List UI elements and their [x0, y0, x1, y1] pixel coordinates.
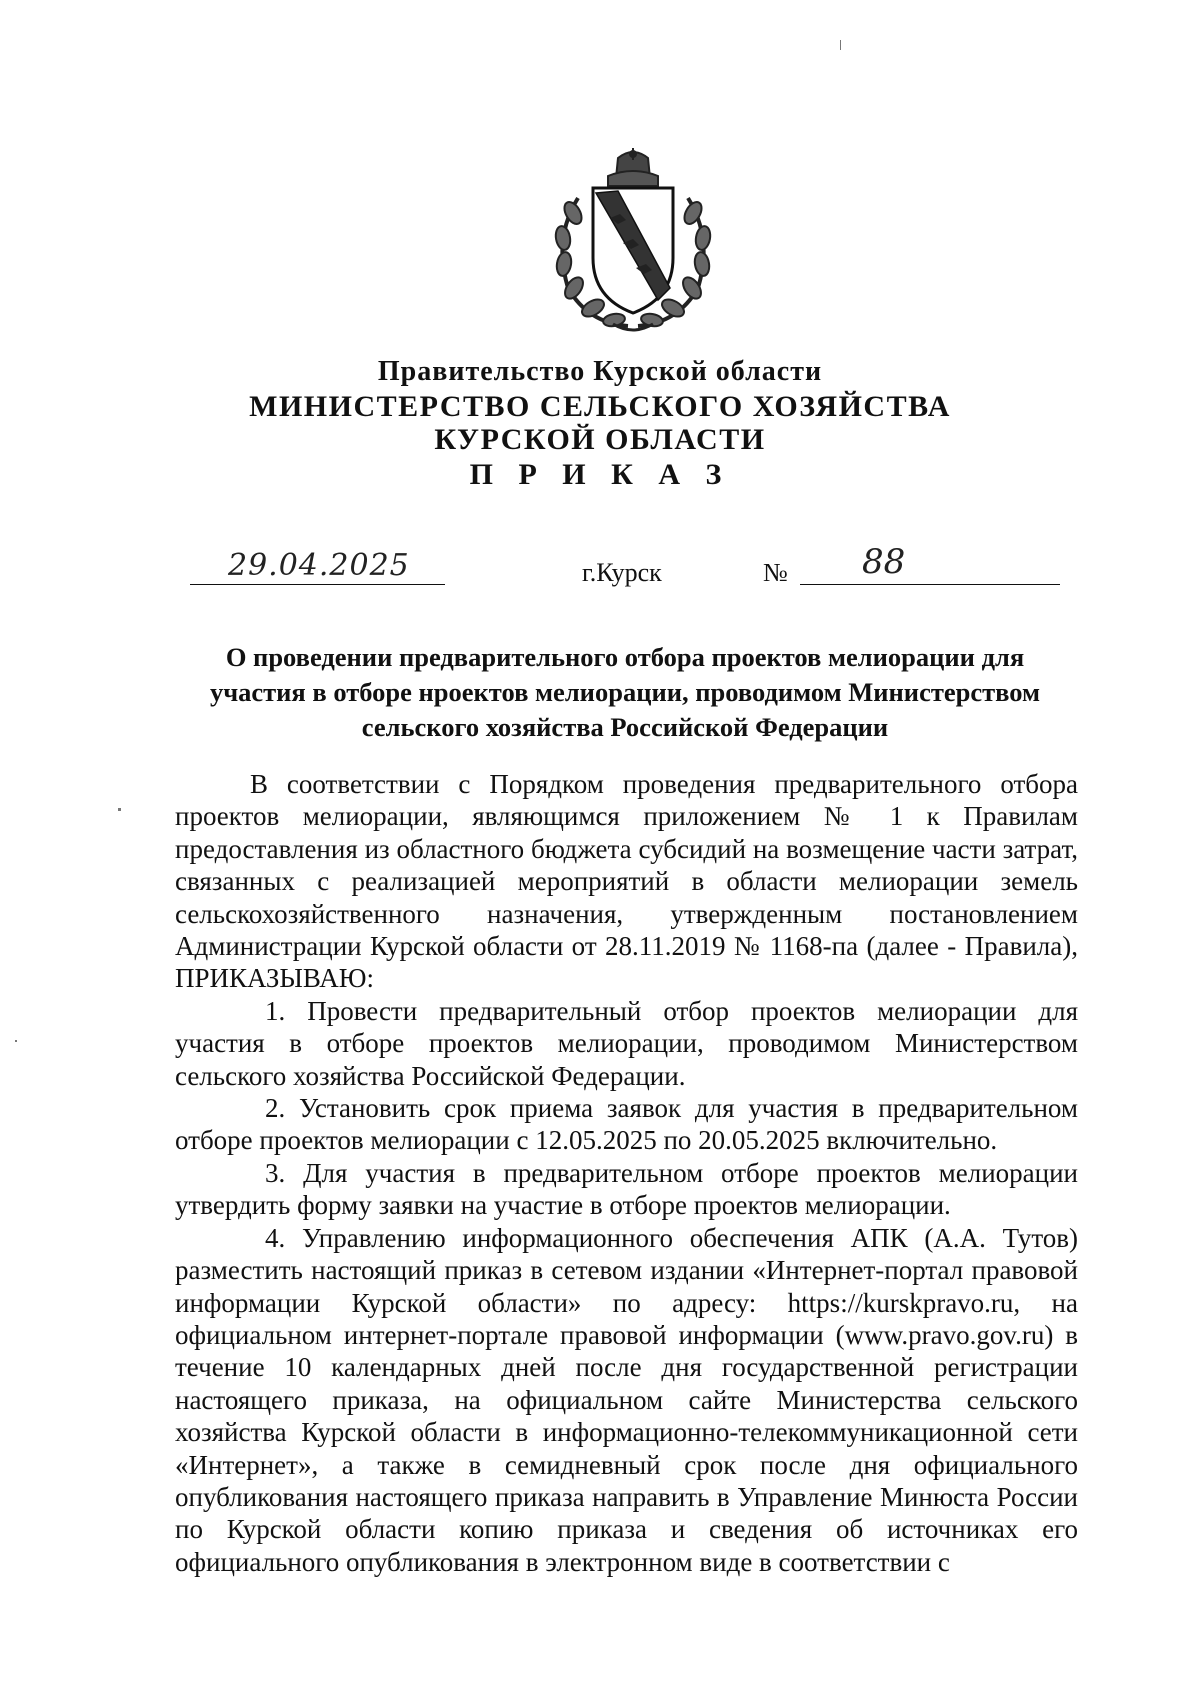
preamble-paragraph: В соответствии с Порядком проведения предварительного отбора проектов мелиорации, являющимся приложением № 1 к Правилам предоставления из областного бюджета субсидий на возмещение части затрат, связанных с реализацией мероприятий в области мелиорации земель сельскохозяйственного назначения, утвержденным постановлением Администрации Курской области от 28.11.2019 № 1168-па (далее - Правила), ПРИКАЗЫВАЮ: [175, 769, 1078, 994]
document-title: О проведении предварительного отбора проектов мелиорации для участия в отборе нроектов мелиорации, проводимом Министерством сельского хозяйства Российской Федерации [209, 642, 1041, 742]
number-underline [800, 584, 1060, 585]
clause-1: 1. Провести предварительный отбор проектов мелиорации для участия в отборе проектов мелиорации, проводимом Министерством сельского хозяйства Российской Федерации. [175, 995, 1078, 1091]
clause-2: 2. Установить срок приема заявок для участия в предварительном отборе проектов мелиорации с 12.05.2025 по 20.05.2025 включительно. [175, 1093, 1078, 1156]
clause-4: 4. Управлению информационного обеспечения АПК (А.А. Тутов) разместить настоящий приказ в сетевом издании «Интернет-портал правовой информации Курской области» по адресу: https://kurskpravo.ru, на официальном интернет-портале правовой информации (www.pravo.gov.ru) в течение 10 календарных дней после дня государственной регистрации настоящего приказа, на официальном сайте Министерства сельского хозяйства Курской области в информационно-телекоммуникационной сети «Интернет», а также в семидневный срок после дня официального опубликования настоящего приказа направить в Управление Минюста России по Курской области копию приказа и сведения об источниках его официального опубликования в электронном виде в соответствии с [175, 1222, 1078, 1577]
clause-3: 3. Для участия в предварительном отборе проектов мелиорации утвердить форму заявки на участие в отборе проектов мелиорации. [175, 1157, 1078, 1221]
date-underline [190, 584, 445, 585]
scan-speck [840, 40, 841, 50]
number-sign: № [763, 558, 788, 587]
document-city: г.Курск [582, 558, 662, 587]
scan-speck [118, 808, 121, 811]
ministry-name-line-2: КУРСКОЙ ОБЛАСТИ [434, 423, 766, 456]
scan-speck [15, 1040, 17, 1042]
document-meta-row [0, 542, 1200, 598]
document-type: П Р И К А З [469, 458, 731, 491]
document-body [175, 768, 1078, 1578]
ministry-name-line-1: МИНИСТЕРСТВО СЕЛЬСКОГО ХОЗЯЙСТВА [249, 390, 951, 423]
document-number: 88 [862, 542, 906, 582]
government-name: Правительство Курской области [377, 356, 823, 387]
kursk-coat-of-arms-icon [538, 148, 728, 338]
document-date: 29.04.2025 [228, 548, 410, 583]
